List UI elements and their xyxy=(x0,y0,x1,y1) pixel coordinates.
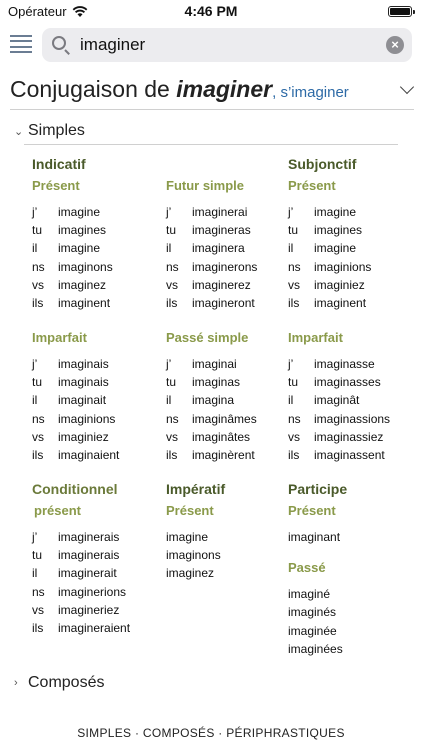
verb-form: imaginez xyxy=(166,566,215,581)
pronoun: ils xyxy=(32,447,44,462)
conjugation-row xyxy=(32,528,162,546)
verb-form: imaginerions xyxy=(58,584,127,599)
verb-form: imaginerais xyxy=(58,548,120,563)
conjugation-row xyxy=(32,410,162,428)
pronoun: il xyxy=(288,393,294,408)
tense-label: Présent xyxy=(288,503,336,518)
conjugation-row xyxy=(288,355,418,373)
subjonctif-present xyxy=(288,156,418,312)
menu-icon[interactable] xyxy=(10,35,32,53)
pronoun: vs xyxy=(32,277,44,292)
conjugation-row xyxy=(32,601,162,619)
section-index[interactable]: SIMPLES · COMPOSÉS · PÉRIPHRASTIQUES xyxy=(77,726,345,740)
indicatif-futur xyxy=(166,156,296,312)
verb-form: imaginé xyxy=(288,587,331,602)
verb-form: imaginât xyxy=(314,393,360,408)
verb-form: imagine xyxy=(58,205,101,219)
conjugation-list xyxy=(32,203,162,312)
conjugation-row xyxy=(32,221,162,239)
pronoun: ils xyxy=(288,295,300,310)
pronoun: ils xyxy=(32,295,44,310)
chevron-down-icon: ⌄ xyxy=(14,125,24,138)
conjugation-heading xyxy=(10,76,414,108)
pronoun: ns xyxy=(32,259,45,274)
verb-form: imaginas xyxy=(192,375,241,390)
search-icon xyxy=(52,36,66,50)
pronoun: tu xyxy=(32,548,43,563)
clear-icon[interactable]: × xyxy=(386,36,404,54)
verb-form: imaginassions xyxy=(314,411,391,426)
conjugation-row xyxy=(32,203,162,221)
pronoun: ns xyxy=(166,259,179,274)
verb-form: imaginâtes xyxy=(192,429,251,444)
verb-form: imaginez xyxy=(58,277,107,292)
section-composes-toggle[interactable] xyxy=(14,674,104,692)
conjugation-row xyxy=(32,391,162,409)
verb-form: imagineras xyxy=(192,223,251,238)
verb-form: imaginassent xyxy=(314,447,385,462)
conjugation-row xyxy=(166,410,296,428)
verb-form: imaginasse xyxy=(314,357,375,371)
verb-form: imaginons xyxy=(58,259,113,274)
imperatif-present xyxy=(166,481,296,583)
conjugation-row xyxy=(32,276,162,294)
pronoun: j’ xyxy=(32,530,38,544)
pronoun: vs xyxy=(166,277,178,292)
pronoun: vs xyxy=(288,277,300,292)
indicatif-imparfait xyxy=(32,330,162,464)
verb-form: imaginée xyxy=(288,623,337,638)
pronoun: j’ xyxy=(166,205,172,219)
pronoun: ns xyxy=(166,411,179,426)
heading-text xyxy=(10,76,349,102)
status-bar xyxy=(0,0,422,24)
divider xyxy=(10,109,414,110)
conjugation-row xyxy=(166,276,296,294)
conjugation-row xyxy=(32,583,162,601)
pronoun: tu xyxy=(166,223,177,238)
verb-form: imagineront xyxy=(192,295,255,310)
clock: 4:46 PM xyxy=(184,3,238,19)
conjugation-row xyxy=(32,446,162,464)
search-input[interactable] xyxy=(80,32,380,58)
verb-form: imagine xyxy=(314,205,357,219)
verb-form: imaginés xyxy=(288,605,337,620)
pronoun: tu xyxy=(166,375,177,390)
conjugation-row xyxy=(166,446,296,464)
verb-form: imaginaient xyxy=(58,447,120,462)
verb-form: imaginassiez xyxy=(314,429,384,444)
conjugation-row xyxy=(32,258,162,276)
verb-form: imaginerait xyxy=(58,566,117,581)
verb-form: imaginant xyxy=(288,530,341,544)
mood-label: Impératif xyxy=(166,481,226,497)
verb-form: imagineriez xyxy=(58,602,120,617)
conjugation-row xyxy=(288,258,418,276)
conjugation-row xyxy=(288,221,418,239)
subjonctif-imparfait xyxy=(288,330,418,464)
pronoun: ns xyxy=(288,259,301,274)
mood-label: Subjonctif xyxy=(288,156,357,172)
pronoun: ns xyxy=(288,411,301,426)
pronoun: ils xyxy=(32,620,44,635)
tense-label: Passé xyxy=(288,560,326,576)
verb-form: imaginées xyxy=(288,641,343,656)
mood-label: Conditionnel xyxy=(32,481,118,497)
pronoun: j’ xyxy=(32,357,38,371)
conjugation-row xyxy=(288,294,418,312)
tense-label: Imparfait xyxy=(288,330,343,345)
conjugation-row xyxy=(288,428,418,446)
conjugation-row xyxy=(166,428,296,446)
verb-form: imaginait xyxy=(58,393,107,408)
conjugation-row xyxy=(166,373,296,391)
verb-form: imaginais xyxy=(58,357,109,371)
conjugation-row xyxy=(166,239,296,257)
pronoun: il xyxy=(32,566,38,581)
verb-form: imaginâmes xyxy=(192,411,257,426)
conjugation-row xyxy=(166,391,296,409)
participe xyxy=(288,481,418,658)
conjugation-row xyxy=(166,203,296,221)
conjugation-row xyxy=(288,410,418,428)
mood-label: Participe xyxy=(288,481,348,497)
pronoun: j’ xyxy=(288,205,294,219)
pronoun: il xyxy=(166,393,172,408)
pronoun: tu xyxy=(288,375,299,390)
conjugation-row xyxy=(288,276,418,294)
verb-form: imagina xyxy=(192,393,235,408)
verb-form: imaginai xyxy=(192,357,237,371)
pronoun: vs xyxy=(166,429,178,444)
conjugation-list xyxy=(288,355,418,464)
heading-verb: imaginer xyxy=(176,76,273,102)
conjugation-list xyxy=(32,355,162,464)
conjugation-row xyxy=(32,546,162,564)
pronoun: ns xyxy=(32,584,45,599)
tense-label: présent xyxy=(34,503,81,518)
conjugation-row xyxy=(32,355,162,373)
verb-form: imaginais xyxy=(58,375,109,390)
verb-form: imaginerai xyxy=(192,205,248,219)
verb-form: imaginera xyxy=(192,241,245,256)
pronoun: il xyxy=(32,241,38,256)
pronoun: ils xyxy=(166,447,178,462)
pronoun: il xyxy=(32,393,38,408)
conjugation-row xyxy=(32,619,162,637)
conjugation-row xyxy=(288,203,418,221)
conjugation-row xyxy=(32,564,162,582)
conjugation-list xyxy=(166,203,296,312)
verb-form: imagine xyxy=(166,530,209,544)
verb-form: imaginons xyxy=(166,548,221,563)
pronoun: ils xyxy=(166,295,178,310)
conjugation-list xyxy=(166,355,296,464)
conjugation-row xyxy=(288,391,418,409)
verb-form: imaginions xyxy=(314,259,372,274)
pronoun: j’ xyxy=(166,357,172,371)
mood-label: Indicatif xyxy=(32,156,86,172)
tense-label: Présent xyxy=(32,178,80,193)
top-bar xyxy=(0,28,422,62)
section-composes-label: Composés xyxy=(28,674,105,691)
pronoun: tu xyxy=(32,375,43,390)
conjugation-list xyxy=(288,203,418,312)
conjugation-row xyxy=(32,294,162,312)
pronoun: tu xyxy=(288,223,299,238)
verb-form: imagine xyxy=(58,241,101,256)
heading-prefix: Conjugaison de xyxy=(10,76,177,102)
pronoun: j’ xyxy=(288,357,294,371)
divider xyxy=(24,144,398,145)
tense-label: Présent xyxy=(166,503,214,518)
verb-form: imaginasses xyxy=(314,375,381,390)
conjugation-row xyxy=(32,239,162,257)
section-simples-label: Simples xyxy=(28,122,85,139)
conjugation-row xyxy=(166,355,296,373)
carrier-name: Opérateur xyxy=(8,4,67,19)
pronoun: j’ xyxy=(32,205,38,219)
conditionnel-present xyxy=(32,481,162,637)
verb-form: imaginerez xyxy=(192,277,251,292)
conjugation-row xyxy=(166,294,296,312)
tense-label: Passé simple xyxy=(166,330,249,345)
battery-icon xyxy=(388,6,412,17)
verb-form: imagines xyxy=(314,223,363,238)
verb-form: imaginiez xyxy=(58,429,109,444)
pronominal-link[interactable]: , s’imaginer xyxy=(272,84,349,101)
verb-form: imaginerais xyxy=(58,530,120,544)
pronoun: vs xyxy=(288,429,300,444)
conjugation-row xyxy=(166,221,296,239)
form-list xyxy=(288,585,418,658)
conjugation-row xyxy=(166,258,296,276)
chevron-down-icon[interactable] xyxy=(400,80,414,94)
form-list xyxy=(166,528,296,583)
pronoun: tu xyxy=(32,223,43,238)
conjugation-row xyxy=(288,239,418,257)
tense-label: Imparfait xyxy=(32,330,87,345)
pronoun: ils xyxy=(288,447,300,462)
conjugation-row xyxy=(288,373,418,391)
conjugation-row xyxy=(288,446,418,464)
conjugation-row xyxy=(32,428,162,446)
pronoun: il xyxy=(166,241,172,256)
tense-label: Futur simple xyxy=(166,178,245,193)
indicatif-present xyxy=(32,156,162,312)
verb-form: imaginiez xyxy=(314,277,365,292)
verb-form: imaginent xyxy=(314,295,367,310)
search-bar xyxy=(42,28,412,62)
verb-form: imaginèrent xyxy=(192,447,255,462)
conjugation-list xyxy=(32,528,162,637)
verb-form: imaginerons xyxy=(192,259,258,274)
pronoun: vs xyxy=(32,602,44,617)
tense-label: Présent xyxy=(288,178,336,193)
indicatif-passe-simple xyxy=(166,330,296,464)
verb-form: imagineraient xyxy=(58,620,131,635)
section-simples-toggle[interactable] xyxy=(14,122,85,140)
form-list xyxy=(288,528,418,546)
pronoun: il xyxy=(288,241,294,256)
verb-form: imagine xyxy=(314,241,357,256)
conjugation-row xyxy=(32,373,162,391)
verb-form: imaginions xyxy=(58,411,116,426)
verb-form: imaginent xyxy=(58,295,111,310)
verb-form: imagines xyxy=(58,223,107,238)
pronoun: vs xyxy=(32,429,44,444)
chevron-right-icon: › xyxy=(14,677,18,689)
pronoun: ns xyxy=(32,411,45,426)
